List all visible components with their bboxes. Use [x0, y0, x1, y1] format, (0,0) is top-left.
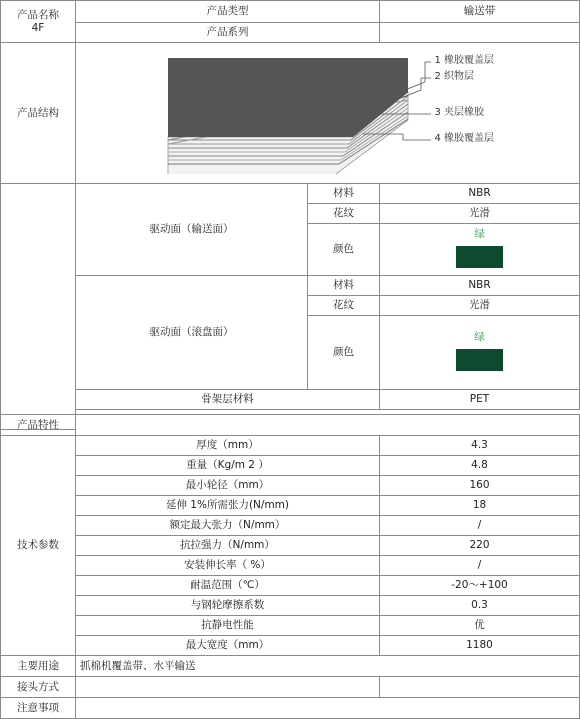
- drive-roller-label: 驱动面（滚盘面）: [76, 276, 308, 390]
- roller-color-swatch: [456, 349, 503, 371]
- conveying-material-value: NBR: [380, 184, 580, 204]
- skeleton-value: PET: [380, 390, 580, 410]
- roller-color-cell: [380, 316, 580, 390]
- layer-2-label: 2 织物层: [434, 71, 475, 82]
- tech-row-name: 安装伸长率（ %）: [76, 556, 380, 576]
- tech-label: 技术参数: [1, 436, 76, 656]
- roller-color-value: 绿: [474, 331, 485, 344]
- product-name-value: 4F: [31, 21, 45, 34]
- roller-material-value: NBR: [380, 276, 580, 296]
- tech-row-name: 额定最大张力（N/mm）: [76, 516, 380, 536]
- characteristics-value: [76, 415, 580, 436]
- tech-row-value: 4.3: [380, 436, 580, 456]
- product-type-label: 产品类型: [76, 1, 380, 23]
- conveying-texture-value: 光滑: [380, 204, 580, 224]
- layer-3-label: 3 夹层橡胶: [434, 107, 485, 118]
- joint-value-b: [380, 677, 580, 698]
- notes-value: [76, 698, 580, 719]
- roller-texture-label: 花纹: [308, 296, 380, 316]
- tech-row-value: 4.8: [380, 456, 580, 476]
- product-spec-table-lower: [0, 414, 580, 719]
- roller-material-label: 材料: [308, 276, 380, 296]
- conveying-material-label: 材料: [308, 184, 380, 204]
- tech-row-name: 抗拉强力（N/mm）: [76, 536, 380, 556]
- tech-row-name: 最小轮径（mm）: [76, 476, 380, 496]
- conveying-color-label: 颜色: [308, 224, 380, 276]
- main-use-value: 抓棉机覆盖带、水平输送: [76, 656, 580, 677]
- notes-label: 注意事项: [1, 698, 76, 719]
- product-series-label: 产品系列: [76, 23, 380, 43]
- drive-conveying-label: 驱动面（输送面）: [76, 184, 308, 276]
- characteristics-label: 产品特性: [1, 415, 76, 436]
- skeleton-label: 骨架层材料: [76, 390, 380, 410]
- joint-value-a: [76, 677, 380, 698]
- product-series-value: [380, 23, 580, 43]
- product-type-value: 输送带: [380, 1, 580, 23]
- structure-left-spacer: [1, 184, 76, 430]
- tech-row-value: 18: [380, 496, 580, 516]
- tech-row-value: 0.3: [380, 596, 580, 616]
- product-name-label: 产品名称: [17, 9, 59, 22]
- conveying-color-value: 绿: [474, 228, 485, 241]
- joint-label: 接头方式: [1, 677, 76, 698]
- tech-row-value: /: [380, 516, 580, 536]
- conveying-color-swatch: [456, 246, 503, 268]
- tech-row-value: -20～+100: [380, 576, 580, 596]
- conveying-color-cell: [380, 224, 580, 276]
- tech-row-name: 与钢轮摩擦系数: [76, 596, 380, 616]
- tech-row-name: 最大宽度（mm）: [76, 636, 380, 656]
- tech-row-value: 220: [380, 536, 580, 556]
- belt-structure-diagram: [163, 52, 493, 174]
- tech-row-name: 抗静电性能: [76, 616, 380, 636]
- roller-color-label: 颜色: [308, 316, 380, 390]
- tech-row-value: 160: [380, 476, 580, 496]
- tech-row-value: /: [380, 556, 580, 576]
- structure-diagram-cell: [76, 43, 580, 184]
- roller-texture-value: 光滑: [380, 296, 580, 316]
- tech-row-name: 重量（Kg/m 2 ）: [76, 456, 380, 476]
- tech-row-name: 耐温范围（℃）: [76, 576, 380, 596]
- tech-row-name: 厚度（mm）: [76, 436, 380, 456]
- layer-4-label: 4 橡胶覆盖层: [434, 133, 495, 144]
- main-use-label: 主要用途: [1, 656, 76, 677]
- conveying-texture-label: 花纹: [308, 204, 380, 224]
- tech-row-value: 1180: [380, 636, 580, 656]
- tech-row-name: 延伸 1%所需张力(N/mm): [76, 496, 380, 516]
- structure-label: 产品结构: [1, 43, 76, 184]
- product-name-cell: [1, 1, 76, 43]
- layer-1-label: 1 橡胶覆盖层: [434, 55, 495, 66]
- tech-row-value: 优: [380, 616, 580, 636]
